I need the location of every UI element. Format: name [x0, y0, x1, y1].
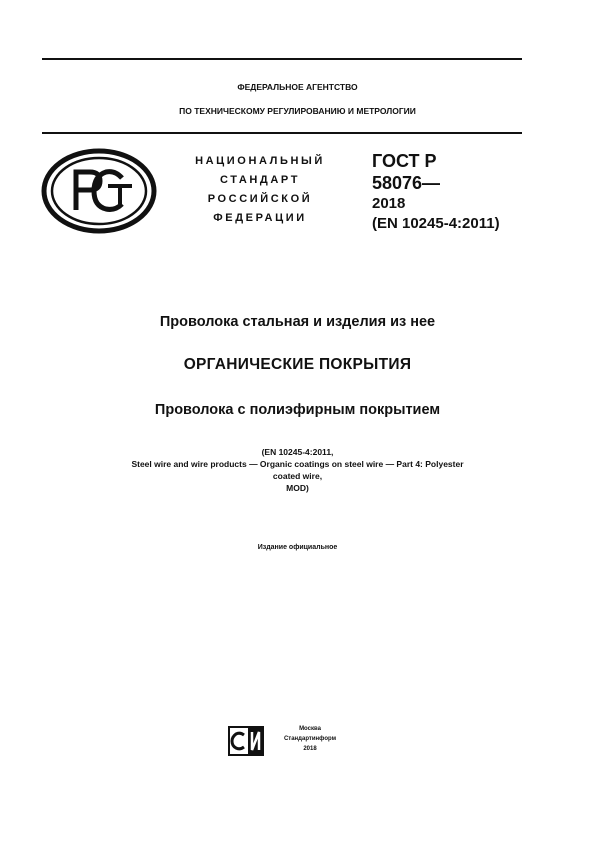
national-line-4: ФЕДЕРАЦИИ [213, 212, 307, 224]
national-standard-label [160, 152, 360, 228]
agency-line-1: ФЕДЕРАЛЬНОЕ АГЕНТСТВО [237, 82, 358, 92]
gost-ref: (EN 10245-4:2011) [372, 215, 500, 232]
en-line-1: (EN 10245-4:2011, [261, 447, 334, 457]
agency-line-2: ПО ТЕХНИЧЕСКОМУ РЕГУЛИРОВАНИЮ И МЕТРОЛОГИИ [179, 106, 416, 116]
en-line-2: Steel wire and wire products — Organic coatings on steel wire — Part 4: Polyester [131, 459, 464, 469]
title-line-1: Проволока стальная и изделия из нее [159, 314, 436, 330]
en-reference [0, 446, 595, 494]
publisher-city: Москва [299, 726, 321, 732]
national-line-3: РОССИЙСКОЙ [207, 193, 313, 205]
top-rule [42, 58, 522, 60]
gost-r-logo-icon [40, 148, 158, 234]
title-line-3: Проволока с полиэфирным покрытием [154, 402, 441, 418]
publisher-info [270, 724, 350, 754]
edition-label: Издание официальное [257, 544, 338, 551]
gost-designation [372, 150, 500, 234]
national-line-1: НАЦИОНАЛЬНЫЙ [195, 155, 325, 167]
publisher-name: Стандартинформ [283, 736, 337, 742]
gost-label: ГОСТ Р [372, 151, 437, 171]
header-rule [42, 132, 522, 134]
gost-number: 58076— [372, 173, 441, 193]
publisher-logo-icon [228, 726, 264, 756]
en-line-4: MOD) [286, 483, 309, 493]
national-line-2: СТАНДАРТ [219, 174, 301, 186]
en-line-3: coated wire, [272, 471, 323, 481]
title-line-2: ОРГАНИЧЕСКИЕ ПОКРЫТИЯ [183, 356, 412, 373]
publisher-year: 2018 [303, 746, 317, 752]
gost-year: 2018 [372, 195, 406, 212]
